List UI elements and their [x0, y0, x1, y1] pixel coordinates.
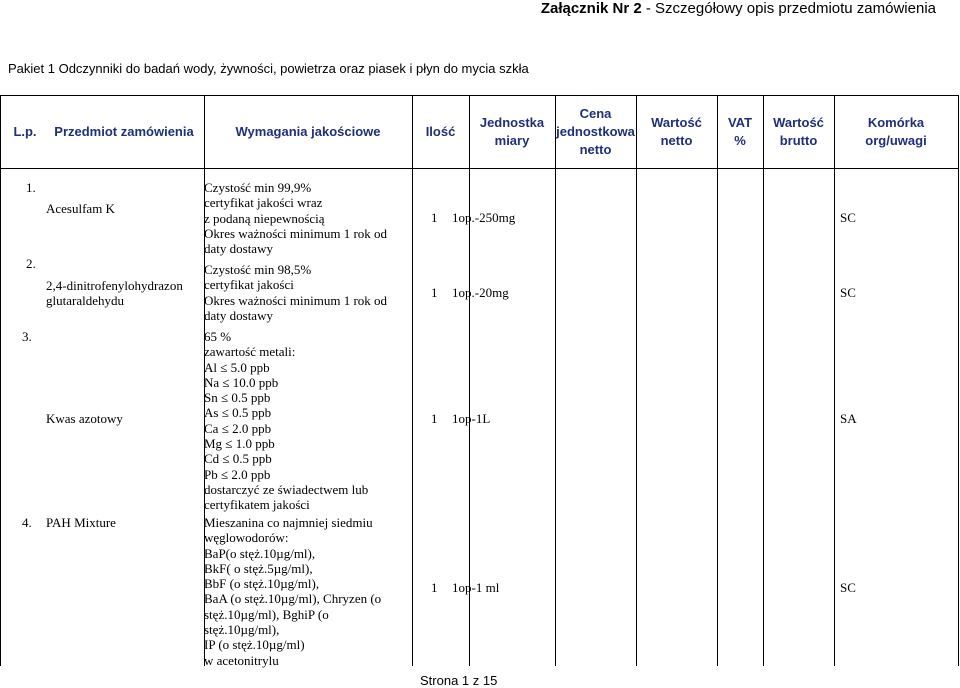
header-net-value: Wartość netto [651, 115, 702, 148]
row-unit: 1op-1 ml [452, 580, 500, 595]
header-quantity: Ilość [425, 124, 456, 139]
row-lp: 4. [22, 515, 32, 530]
row-org-unit: SC [840, 580, 856, 595]
order-table [0, 95, 959, 666]
row-quantity: 1 [431, 580, 438, 595]
header-gross-value: Wartość brutto [773, 115, 824, 148]
column-divider [834, 96, 835, 666]
row-unit: 1op.-20mg [452, 285, 509, 300]
row-item: 2,4-dinitrofenylohydrazon glutaraldehydu [46, 278, 183, 309]
column-divider [412, 96, 413, 666]
row-item: Acesulfam K [46, 201, 115, 216]
title-annex-number: Załącznik Nr 2 [540, 0, 642, 17]
column-divider [763, 96, 764, 666]
row-org-unit: SA [840, 411, 857, 426]
row-requirements: Czystość min 99,9% certyfikat jakości wraz z podaną niepewnością Okres ważności minimum 1 rok od daty dostawy [204, 180, 388, 257]
row-unit: 1op-1L [452, 411, 491, 426]
header-item: Przedmiot zamówienia [54, 124, 194, 139]
row-quantity: 1 [431, 411, 438, 426]
row-item: Kwas azotowy [46, 411, 123, 426]
row-org-unit: SC [840, 285, 856, 300]
header-divider [0, 168, 958, 169]
row-lp: 2. [26, 256, 36, 271]
document-title [541, 0, 936, 17]
header-lp: L.p. [13, 124, 37, 139]
header-org-unit: Komórka org/uwagi [865, 115, 927, 148]
row-unit: 1op.-250mg [452, 210, 516, 225]
title-description: - Szczegółowy opis przedmiotu zamówienia [641, 0, 936, 17]
header-vat: VAT % [727, 115, 753, 148]
header-unit-price: Cena jednostkowa netto [556, 106, 635, 157]
header-unit: Jednostka miary [479, 115, 545, 148]
column-divider [636, 96, 637, 666]
package-subtitle: Pakiet 1 Odczynniki do badań wody, żywności, powietrza oraz piasek i płyn do mycia szkła [8, 61, 529, 76]
row-lp: 1. [26, 180, 36, 195]
column-divider [0, 96, 1, 666]
row-quantity: 1 [431, 285, 438, 300]
page-footer: Strona 1 z 15 [420, 673, 498, 688]
row-quantity: 1 [431, 210, 438, 225]
row-org-unit: SC [840, 210, 856, 225]
row-requirements: Czystość min 98,5% certyfikat jakości Okres ważności minimum 1 rok od daty dostawy [204, 262, 388, 323]
header-requirements: Wymagania jakościowe [235, 124, 381, 139]
column-divider [717, 96, 718, 666]
row-requirements: Mieszanina co najmniej siedmiu węglowodorów: BaP(o stęż.10µg/ml), BkF( o stęż.5µg/ml), BbF (o stęż.10µg/ml), BaA (o stęż.10µg/ml), Chryzen (o stęż.10µg/ml), BghiP (o stęż.10µg/ml), IP (o stęż.10µg/ml) w acetonitrylu [204, 515, 382, 668]
column-divider [555, 96, 556, 666]
row-lp: 3. [22, 329, 32, 344]
row-item: PAH Mixture [46, 515, 116, 530]
row-requirements: 65 % zawartość metali: Al ≤ 5.0 ppb Na ≤ 10.0 ppb Sn ≤ 0.5 ppb As ≤ 0.5 ppb Ca ≤ 2.0 ppb Mg ≤ 1.0 ppb Cd ≤ 0.5 ppb Pb ≤ 2.0 ppb dostarczyć ze świadectwem lub certyfikatem jakości [204, 329, 369, 513]
